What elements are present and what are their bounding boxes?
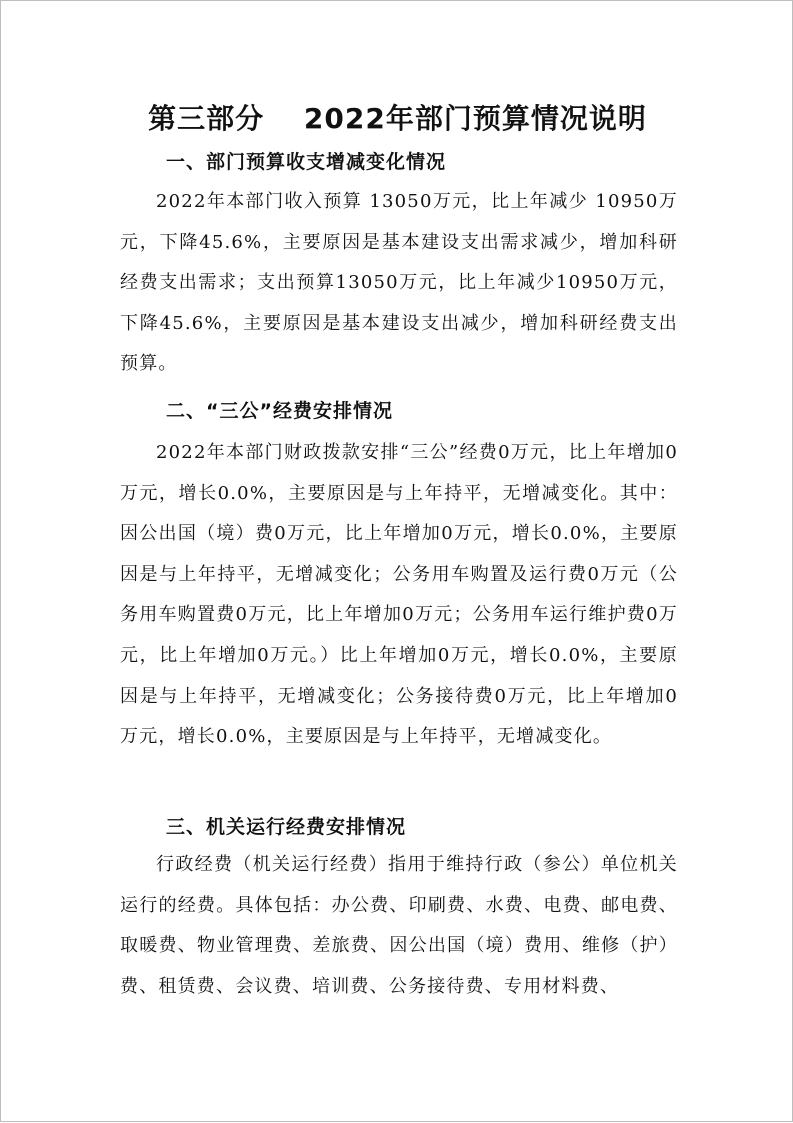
page-title: 第三部分 2022年部门预算情况说明 [148, 102, 647, 135]
section-1-paragraph: 2022年本部门收入预算 13050万元，比上年减少 10950万元，下降45.6%，主要原因是基本建设支出需求减少，增加科研经费支出需求；支出预算13050万元，比上年减少10950万元，下降45.6%，主要原因是基本建设支出减少，增加科研经费支出预算。 [120, 191, 678, 375]
section-heading-2: 二、“三公”经费安排情况 [166, 400, 393, 422]
section-heading-3: 三、机关运行经费安排情况 [166, 816, 407, 838]
document-page [1, 1, 793, 1123]
section-2-paragraph: 2022年本部门财政拨款安排“三公”经费0万元，比上年增加0万元，增长0.0%，主要原因是与上年持平，无增减变化。其中：因公出国（境）费0万元，比上年增加0万元，增长0.0%，主要原因是与上年持平，无增减变化；公务用车购置及运行费0万元（公务用车购置费0万元，比上年增加0万元；公务用车运行维护费0万元，比上年增加0万元。）比上年增加0万元，增长0.0%，主要原因是与上年持平，无增减变化；公务接待费0万元，比上年增加0万元，增长0.0%，主要原因是与上年持平，无增减变化。 [120, 442, 678, 748]
section-heading-1: 一、部门预算收支增减变化情况 [166, 151, 447, 173]
section-3-paragraph: 行政经费（机关运行经费）指用于维持行政（参公）单位机关运行的经费。具体包括：办公费、印刷费、水费、电费、邮电费、取暖费、物业管理费、差旅费、因公出国（境）费用、维修（护）费、租赁费、会议费、培训费、公务接待费、专用材料费、 [120, 854, 678, 997]
